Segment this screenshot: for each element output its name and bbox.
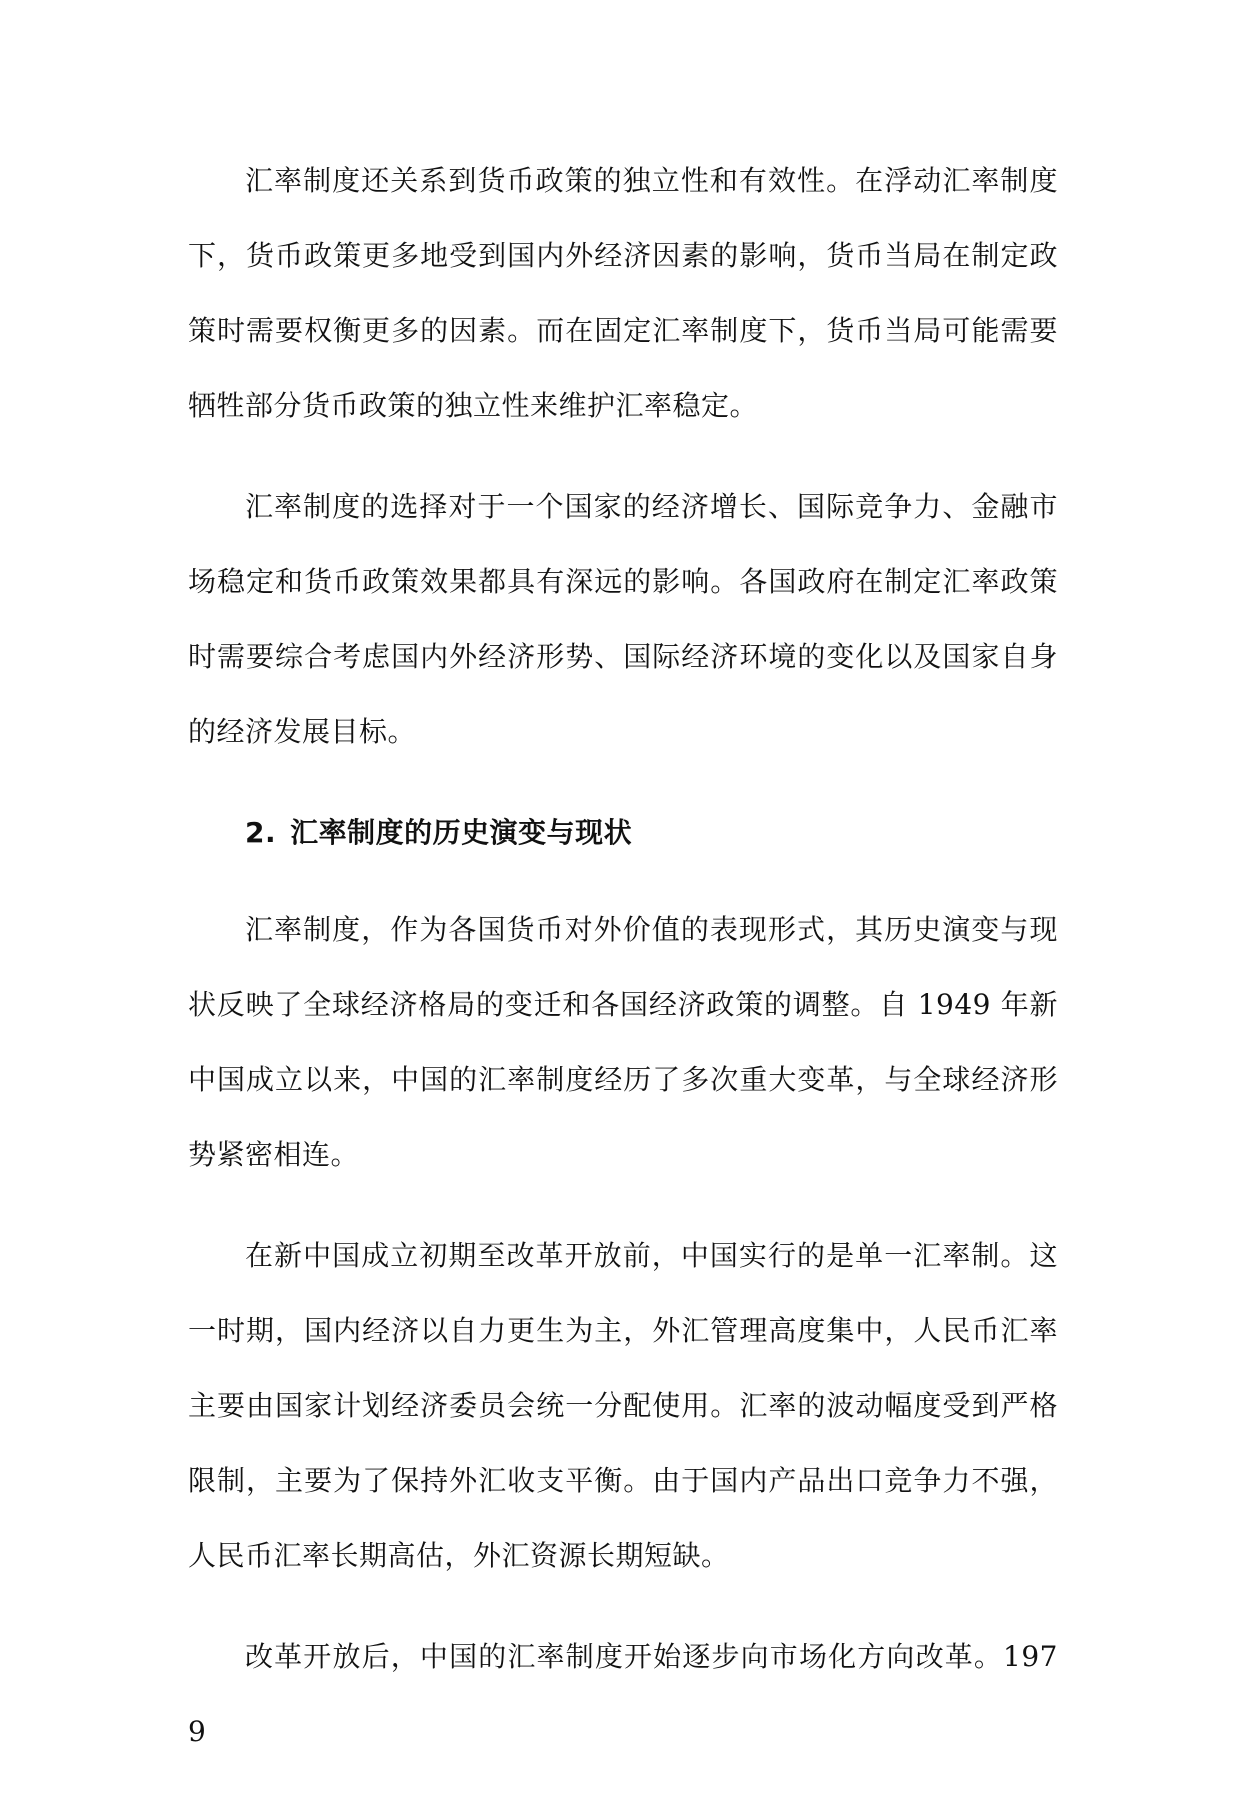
paragraph-reform-era: 改革开放后，中国的汇率制度开始逐步向市场化方向改革。1979 (188, 1640, 1058, 1748)
section-number: 2. (245, 816, 277, 849)
paragraph-regime-choice-impact: 汇率制度的选择对于一个国家的经济增长、国际竞争力、金融市场稳定和货币政策效果都具有深远的影响。各国政府在制定汇率政策时需要综合考虑国内外经济形势、国际经济环境的变化以及国家自身的经济发展目标。 (188, 490, 1058, 748)
paragraph-single-rate-era: 在新中国成立初期至改革开放前，中国实行的是单一汇率制。这一时期，国内经济以自力更生为主，外汇管理高度集中，人民币汇率主要由国家计划经济委员会统一分配使用。汇率的波动幅度受到严格限制，主要为了保持外汇收支平衡。由于国内产品出口竞争力不强，人民币汇率长期高估，外汇资源长期短缺。 (188, 1239, 1058, 1572)
document-body (188, 143, 1058, 1795)
section-title: 汇率制度的历史演变与现状 (290, 816, 633, 849)
paragraph-monetary-policy-independence: 汇率制度还关系到货币政策的独立性和有效性。在浮动汇率制度下，货币政策更多地受到国内外经济因素的影响，货币当局在制定政策时需要权衡更多的因素。而在固定汇率制度下，货币当局可能需要牺牲部分货币政策的独立性来维护汇率稳定。 (188, 164, 1058, 422)
section-heading (188, 795, 1058, 870)
paragraph-history-overview: 汇率制度，作为各国货币对外价值的表现形式，其历史演变与现状反映了全球经济格局的变迁和各国经济政策的调整。自 1949 年新中国成立以来，中国的汇率制度经历了多次重大变革，与全球经济形势紧密相连。 (188, 913, 1058, 1171)
